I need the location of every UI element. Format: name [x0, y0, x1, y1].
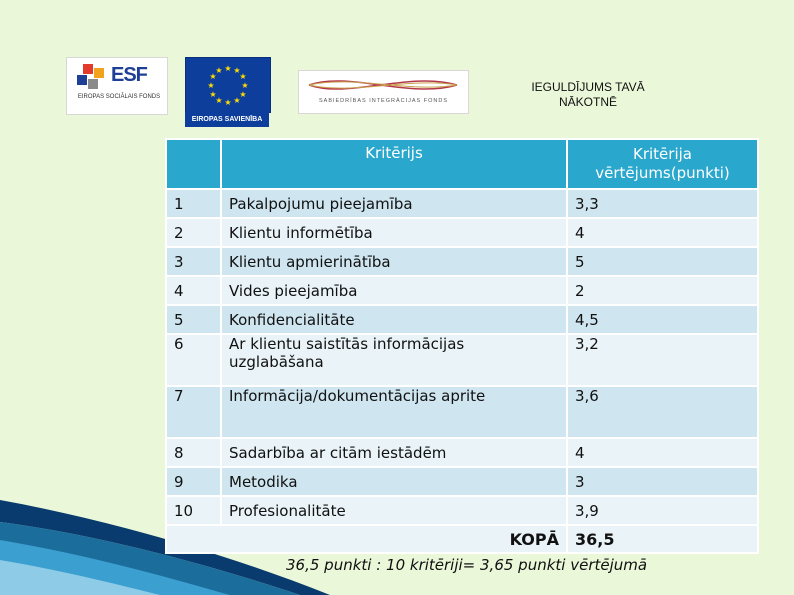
- table-row: [166, 467, 758, 496]
- svg-text:★: ★: [207, 81, 215, 90]
- row-number: 7: [166, 386, 221, 438]
- sif-logo-caption: SABIEDRĪBAS INTEGRĀCIJAS FONDS: [318, 98, 449, 104]
- row-number: 9: [166, 467, 221, 496]
- table-row: [166, 438, 758, 467]
- row-score: 3,9: [567, 496, 758, 525]
- table-row: [166, 334, 758, 386]
- row-score: 3,2: [567, 334, 758, 386]
- row-number: 3: [166, 247, 221, 276]
- table-row: [166, 386, 758, 438]
- row-number: 8: [166, 438, 221, 467]
- row-criterion: Klientu informētība: [221, 218, 567, 247]
- summary-formula: 36,5 punkti : 10 kritēriji= 3,65 punkti vērtējumā: [286, 556, 648, 574]
- slogan-line-1: IEGULDĪJUMS TAVĀ: [531, 80, 645, 94]
- header-criterion: Kritērijs: [221, 139, 567, 189]
- total-row: [166, 525, 758, 553]
- row-score: 4: [567, 438, 758, 467]
- esf-emblem-icon: [75, 64, 111, 94]
- row-criterion: Informācija/dokumentācijas aprite: [221, 386, 567, 438]
- row-score: 4: [567, 218, 758, 247]
- row-score: 4,5: [567, 305, 758, 334]
- svg-text:★: ★: [224, 64, 232, 73]
- svg-text:★: ★: [233, 96, 241, 105]
- row-criterion: Vides pieejamība: [221, 276, 567, 305]
- sif-emblem-icon: [299, 71, 468, 99]
- svg-text:★: ★: [239, 72, 247, 81]
- svg-text:★: ★: [224, 98, 232, 107]
- row-score: 3: [567, 467, 758, 496]
- slogan-line-2: NĀKOTNĒ: [558, 95, 617, 109]
- row-criterion: Pakalpojumu pieejamība: [221, 189, 567, 218]
- esf-logo: [66, 57, 168, 115]
- esf-logo-text: ESF: [111, 64, 147, 86]
- row-criterion: Klientu apmierinātība: [221, 247, 567, 276]
- eu-logo-caption: EIROPAS SAVIENĪBA: [185, 112, 269, 127]
- total-value: 36,5: [567, 525, 758, 553]
- svg-text:★: ★: [215, 96, 223, 105]
- eu-flag-icon: [185, 57, 271, 113]
- table-row: [166, 276, 758, 305]
- row-score: 5: [567, 247, 758, 276]
- row-criterion: Ar klientu saistītās informācijas uzglabāšana: [221, 334, 567, 386]
- row-number: 5: [166, 305, 221, 334]
- table-row: [166, 496, 758, 525]
- table-header-row: [166, 139, 758, 189]
- total-label: KOPĀ: [166, 525, 567, 553]
- row-number: 10: [166, 496, 221, 525]
- svg-text:★: ★: [209, 90, 217, 99]
- svg-text:★: ★: [233, 66, 241, 75]
- criteria-table: [165, 138, 759, 554]
- table-row: [166, 305, 758, 334]
- row-number: 1: [166, 189, 221, 218]
- svg-text:★: ★: [215, 66, 223, 75]
- table-row: [166, 247, 758, 276]
- row-criterion: Metodika: [221, 467, 567, 496]
- row-criterion: Sadarbība ar citām iestādēm: [221, 438, 567, 467]
- row-score: 3,6: [567, 386, 758, 438]
- header-slogan: [508, 80, 668, 110]
- header-score: Kritērija vērtējums(punkti): [567, 139, 758, 189]
- header-number: [166, 139, 221, 189]
- row-number: 6: [166, 334, 221, 386]
- row-score: 3,3: [567, 189, 758, 218]
- row-number: 2: [166, 218, 221, 247]
- esf-logo-caption: EIROPAS SOCIĀLAIS FONDS: [77, 94, 161, 100]
- row-criterion: Profesionalitāte: [221, 496, 567, 525]
- svg-text:★: ★: [241, 81, 249, 90]
- svg-text:★: ★: [239, 90, 247, 99]
- row-score: 2: [567, 276, 758, 305]
- row-number: 4: [166, 276, 221, 305]
- svg-text:★: ★: [209, 72, 217, 81]
- sif-logo: [298, 70, 469, 114]
- table-row: [166, 218, 758, 247]
- table-row: [166, 189, 758, 218]
- row-criterion: Konfidencialitāte: [221, 305, 567, 334]
- eu-logo: [185, 57, 269, 127]
